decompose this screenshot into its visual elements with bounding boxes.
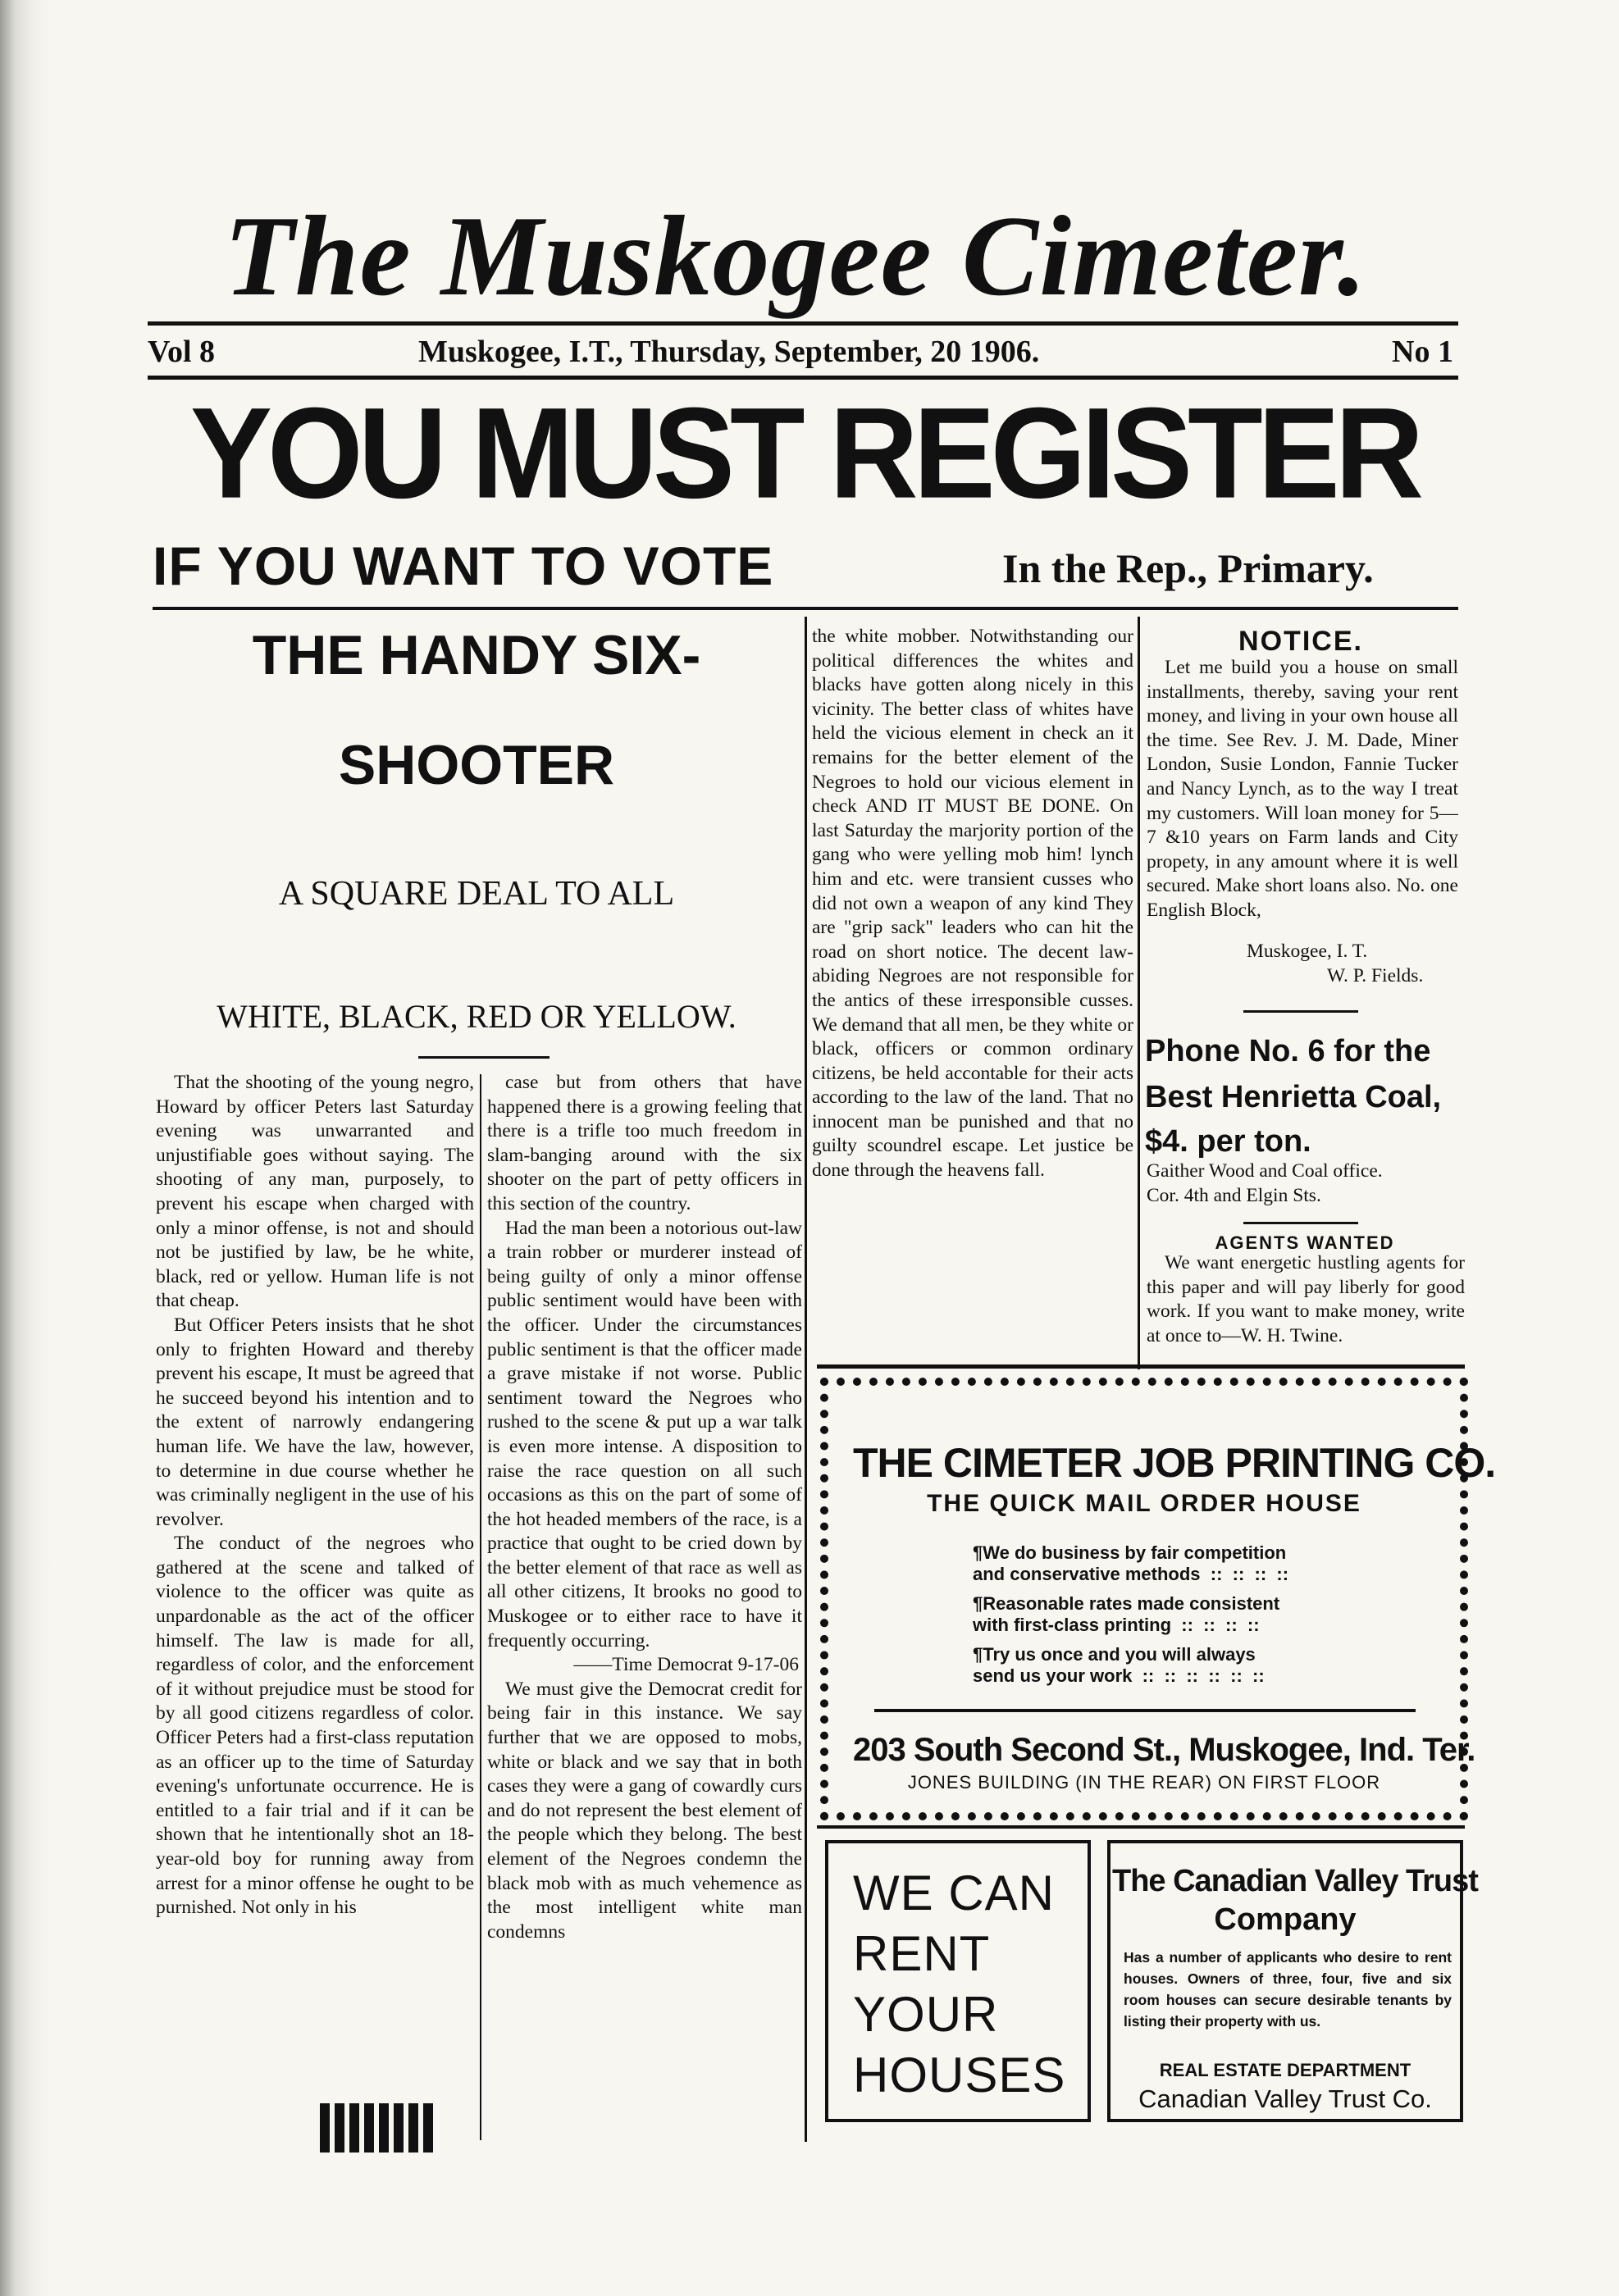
page-edge-shadow bbox=[0, 0, 51, 2296]
column-divider-1 bbox=[480, 1074, 481, 2140]
masthead-top-rule bbox=[148, 321, 1458, 326]
column-divider-2 bbox=[805, 617, 807, 2142]
headline-rule bbox=[153, 607, 1458, 610]
notice-place: Muskogee, I. T. bbox=[1247, 941, 1368, 962]
coal-ad-line4: Gaither Wood and Coal office. bbox=[1147, 1160, 1383, 1182]
article-column-2 bbox=[487, 1071, 802, 2134]
main-headline: YOU MUST REGISTER bbox=[189, 380, 1420, 526]
coal-ad-line3: $4. per ton. bbox=[1145, 1124, 1311, 1159]
printing-ad-item: with first-class printing :: :: :: :: bbox=[973, 1615, 1260, 1635]
trust-ad-title-line1: The Canadian Valley Trust bbox=[1112, 1864, 1478, 1898]
article-paragraph: Had the man been a notorious out-law a train robber or murderer instead of being guilty of only a minor offense public sentiment would have been with the officer. Under the circumstances public sentiment is that the officer made a grave mistake if not worse. Public sentiment toward the Negroes who rushed to the scene & put up a war talk is even more intense. A disposition to raise the race question on all such occasions as this on the part of some of the hot headed members of the race, is a practice that ought to be cried down by the better element of that race as well as all other citizens, It brooks no good to Muskogee or to either race to have it frequently occurring. bbox=[487, 1217, 802, 1651]
ads-top-rule bbox=[817, 1364, 1465, 1369]
coal-ad-line5: Cor. 4th and Elgin Sts. bbox=[1147, 1185, 1321, 1206]
trust-ad-body: Has a number of applicants who desire to rent houses. Owners of three, four, five and six room houses can secure desirable tenants by listing their property with us. bbox=[1124, 1949, 1452, 2029]
agents-ad-body bbox=[1147, 1251, 1465, 1353]
printing-ad-address: 203 South Second St., Muskogee, Ind. Ter. bbox=[853, 1732, 1475, 1768]
coal-ad-line1: Phone No. 6 for the bbox=[1145, 1034, 1431, 1068]
printing-ad-item: ¶Reasonable rates made consistent bbox=[973, 1593, 1280, 1614]
trust-ad-name: Canadian Valley Trust Co. bbox=[1138, 2084, 1432, 2113]
agents-ad-text: We want energetic hustling agents for this paper and will pay liberly for good work. If you want to make money, write at once to—W. H. Twine. bbox=[1147, 1252, 1465, 1346]
article-paragraph: That the shooting of the young negro, Howard by officer Peters last Saturday evening was unwarranted and unjustifiable goes without saying. The shooting of any man, purposely, to prevent his escape when charged with only a minor offense, is not and should not be justified by law, be he white, black, red or yellow. Human life is not that cheap. bbox=[156, 1072, 474, 1312]
printing-ad-item: and conservative methods :: :: :: :: bbox=[973, 1564, 1289, 1584]
article-column-1 bbox=[156, 1071, 474, 2129]
coal-ad-line2: Best Henrietta Coal, bbox=[1145, 1080, 1442, 1114]
rent-ad-line2: RENT bbox=[853, 1926, 991, 1981]
printing-ad-item: ¶Try us once and you will always bbox=[973, 1644, 1256, 1665]
article-paragraph: We must give the Democrat credit for being fair in this instance. We say further that we are opposed to mobs, white or black and we say that in both cases they were a gang of cowardly curs and do not represent the best element of the people which they belong. The best element of the Negroes condemn the black mob with as much vehemence as the most intelligent white man condemns bbox=[487, 1678, 802, 1943]
notice-signature: W. P. Fields. bbox=[1327, 965, 1424, 986]
printing-ad-rule bbox=[874, 1709, 1416, 1712]
rent-ad-line4: HOUSES bbox=[853, 2048, 1066, 2102]
article-attribution: ——Time Democrat 9-17-06 bbox=[573, 1654, 799, 1676]
rent-ad-line3: YOUR bbox=[853, 1987, 999, 2042]
article-paragraph: the white mobber. Notwithstanding our political differences the whites and blacks have gotten along nicely in this vicinity. The better class of whites have held the vicious element in check an it remains for the better element of the Negroes to hold our vicious element in check AND IT MUST BE DONE. On last Saturday the marjority portion of the gang who were yelling mob him! lynch him and etc. were transient cusses who did not own a weapon of any kind They are "grip sack" leaders who can hit the road on short notice. The decent law-abiding Negroes are not responsible for the antics of these irresponsible cusses. We demand that all men, be they white or black, officers or common ordinary citizens, be held accontable for their acts according to the law of the land. That no innocent man be punished and that no guilty scoundrel escape. Let justice be done through the heavens fall. bbox=[812, 626, 1133, 1182]
column-divider-3 bbox=[1138, 617, 1140, 1369]
printing-ad-building: JONES BUILDING (IN THE REAR) ON FIRST FLOOR bbox=[907, 1772, 1381, 1793]
subheadline-left: IF YOU WANT TO VOTE bbox=[153, 535, 774, 596]
article-column-3 bbox=[812, 625, 1133, 1363]
coal-ad-rule bbox=[1243, 1222, 1358, 1224]
masthead-title: The Muskogee Cimeter. bbox=[224, 193, 1367, 320]
notice-rule bbox=[1243, 1010, 1358, 1013]
rent-ad-line1: WE CAN bbox=[853, 1866, 1055, 1920]
notice-title: NOTICE. bbox=[1238, 626, 1363, 657]
trust-ad-department: REAL ESTATE DEPARTMENT bbox=[1159, 2060, 1411, 2080]
article-paragraph: case but from others that have happened there is a growing feeling that there is a trifle too much freedom in slam-banging around with the six shooter on the part of petty officers in this section of the country. bbox=[487, 1072, 802, 1214]
notice-text: Let me build you a house on small installments, thereby, saving your rent money, and living in your own house all the time. See Rev. J. M. Dade, Miner London, Susie London, Fannie Tucker and Nancy Lynch, as to the way I treat my customers. Will loan money for 5—7 &10 years on Farm lands and City propety, in any amount where it is well secured. Make short loans also. No. one English Block, bbox=[1147, 657, 1458, 921]
printing-ad-item: ¶We do business by fair competition bbox=[973, 1542, 1287, 1563]
ads-middle-rule bbox=[817, 1825, 1465, 1829]
deck-rule bbox=[418, 1056, 550, 1059]
ink-blot-mark bbox=[320, 2103, 435, 2152]
printing-ad-title: THE CIMETER JOB PRINTING CO. bbox=[853, 1440, 1496, 1486]
article-paragraph: The conduct of the negroes who gathered at the scene and talked of violence to the officer was quite as unpardonable as the act of the officer himself. The law is made for all, regardless of color, and the enforcement of it without prejudice must be stood for by all good citizens regardless of color. Officer Peters had a first-class reputation as an officer up to the time of Saturday evening's unfortunate occurrence. He is entitled to a fair trial and if it can be shown that he intentionally shot an 18-year-old boy for running away from arrest for a minor offense he ought to be purnished. Not only in his bbox=[156, 1533, 474, 1919]
article-deck-1: A SQUARE DEAL TO ALL bbox=[278, 875, 675, 913]
printing-ad-subtitle: THE QUICK MAIL ORDER HOUSE bbox=[927, 1490, 1361, 1517]
dateline-text: Muskogee, I.T., Thursday, September, 20 1906. bbox=[418, 335, 1040, 369]
dateline-bar bbox=[148, 331, 1460, 372]
notice-body bbox=[1147, 656, 1458, 939]
article-title-line2: SHOOTER bbox=[338, 734, 615, 796]
issue-number: No 1 bbox=[1392, 335, 1453, 369]
trust-ad-title-line2: Company bbox=[1214, 1902, 1357, 1937]
agents-ad-title: AGENTS WANTED bbox=[1215, 1232, 1395, 1253]
article-paragraph: But Officer Peters insists that he shot only to frighten Howard and thereby prevent his escape, It must be agreed that he succeed beyond his intention and to the extent of narrowly endangering human life. We have the law, however, to determine in due course whether he was criminally negligent in the use of his revolver. bbox=[156, 1314, 474, 1530]
printing-ad-item: send us your work :: :: :: :: :: :: bbox=[973, 1665, 1265, 1686]
article-deck-2: WHITE, BLACK, RED OR YELLOW. bbox=[217, 998, 737, 1035]
masthead-bottom-rule bbox=[148, 376, 1458, 380]
article-title-line1: THE HANDY SIX- bbox=[252, 624, 701, 686]
volume-label: Vol 8 bbox=[148, 335, 216, 369]
subheadline-right: In the Rep., Primary. bbox=[1002, 545, 1374, 591]
